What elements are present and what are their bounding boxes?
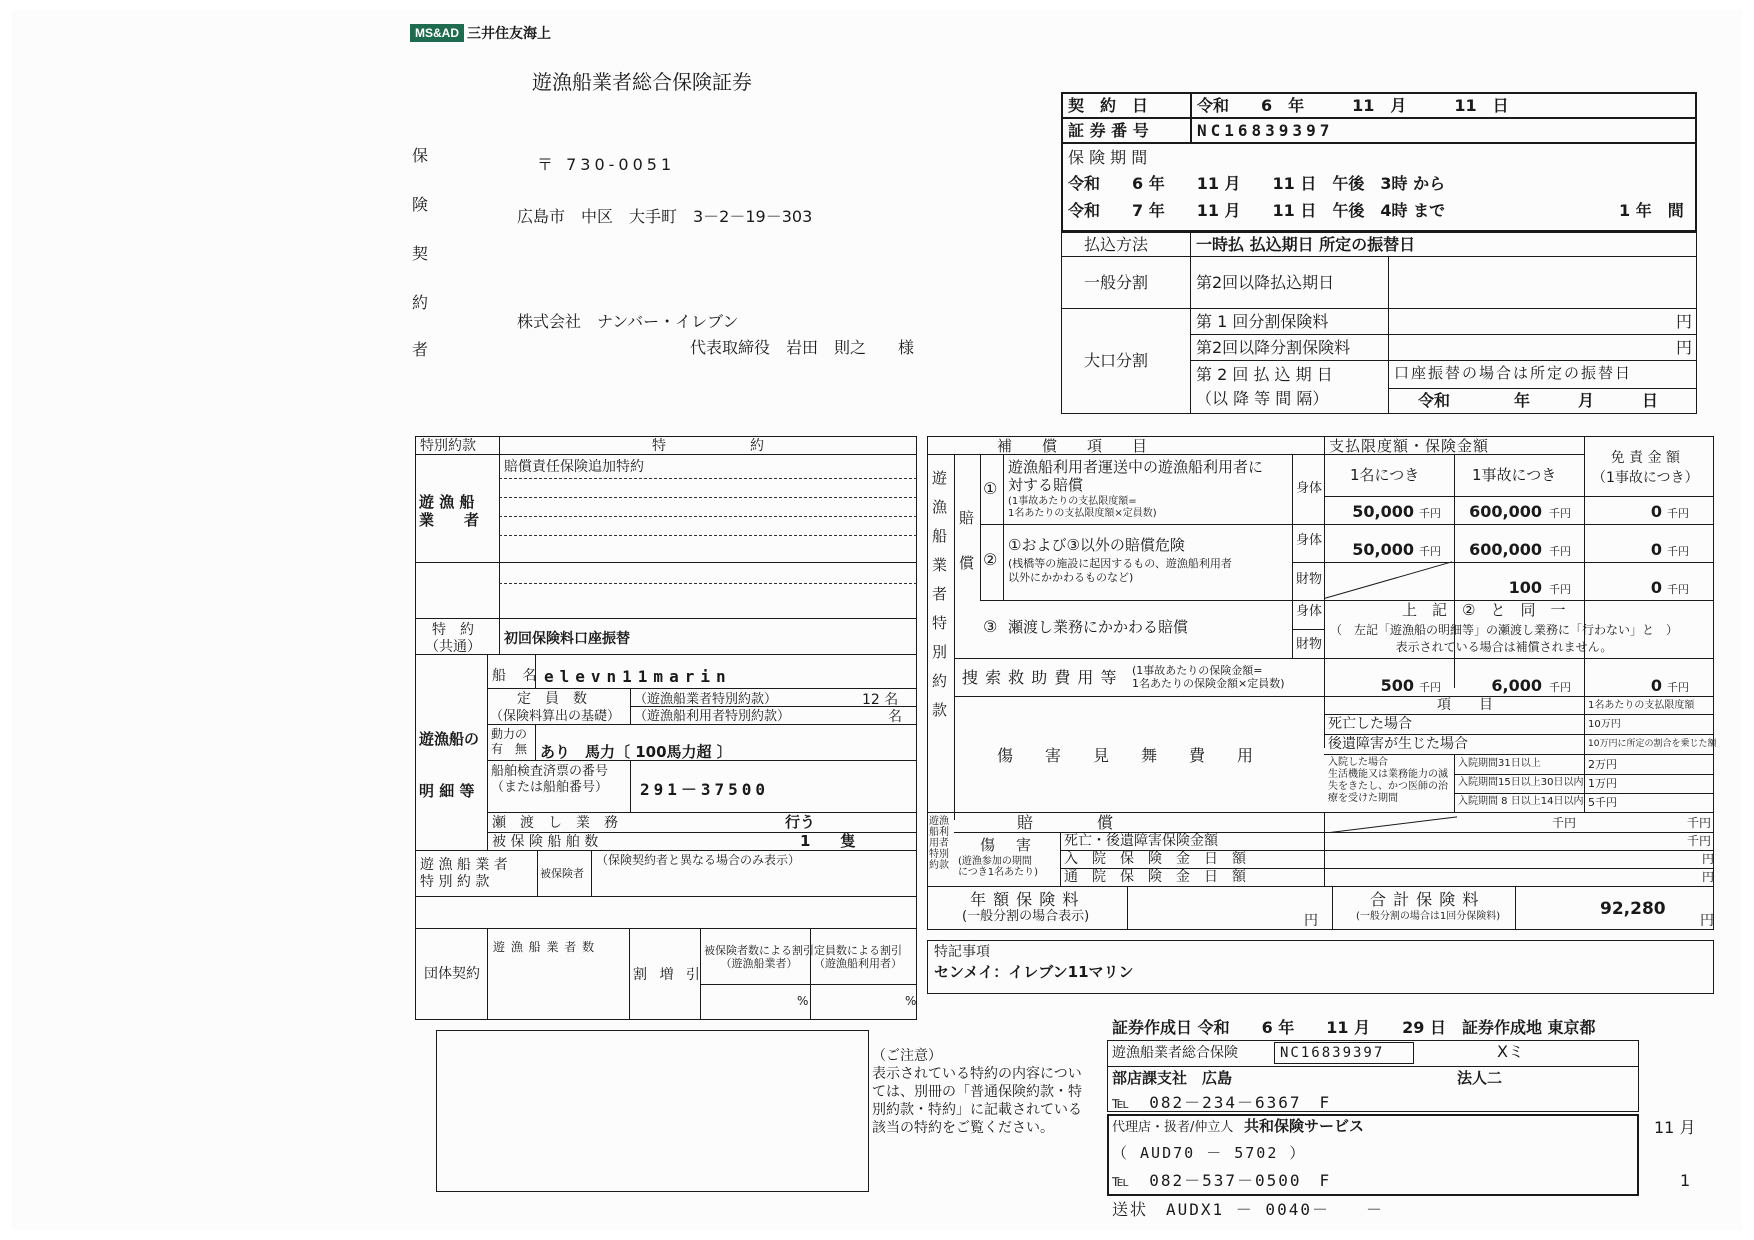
issue-policy-no: NC16839397 <box>1280 1045 1385 1061</box>
item2-title: ①および③以外の賠償危険 <box>1008 536 1185 554</box>
period-length: 1 年 間 <box>1619 201 1684 220</box>
capacity-row-2: （遊漁船利用者特別約款） <box>634 709 791 724</box>
sen-5: 千円 <box>1549 545 1571 558</box>
notes-label: 特記事項 <box>934 944 990 960</box>
item3-note: （ 左記「遊漁船の明細等」の瀬渡し業務に「行わない」と ） 表示されている場合は補償されません。 <box>1330 623 1679 654</box>
issue-one: 1 <box>1680 1171 1691 1190</box>
operators-count-label: 遊 漁 船 業 者 数 <box>493 940 596 954</box>
operator-label: 遊 漁 船 業 者 <box>419 493 480 529</box>
pay-method-value: 一時払 払込期日 所定の振替日 <box>1196 235 1416 254</box>
holder-representative: 代表取締役 岩田 則之 様 <box>690 338 915 357</box>
issue-tel-1: ℡ 082－234－6367 F <box>1112 1093 1332 1112</box>
hosp-row-1: 入院期間31日以上 <box>1458 758 1541 769</box>
annual-premium-label: 年 額 保 険 料 <box>970 890 1080 909</box>
operator-special-label: 遊 漁 船 業 者 特 別 約 款 <box>420 857 508 890</box>
discount-by-capacity: 定員数による割引 （遊漁船利用者） <box>814 944 902 970</box>
holder-company: 株式会社 ナンバー・イレブン <box>517 312 739 331</box>
stamp-area <box>436 1030 869 1192</box>
insured-vessels-label: 被 保 険 船 舶 数 <box>492 834 599 850</box>
company-name: 三井住友海上 <box>467 26 551 42</box>
total-premium-note: (一般分割の場合は1回分保険料) <box>1356 911 1501 922</box>
item2-per-person: 50,000 <box>1352 540 1414 559</box>
per-accident-header: 1事故につき <box>1472 466 1557 484</box>
issue-tel-2: ℡ 082－537－0500 F <box>1112 1171 1332 1190</box>
vessel-name: elevn11marin <box>544 667 732 686</box>
yen-1: 円 <box>1676 312 1693 331</box>
bank-note: 口座振替の場合は所定の振替日 <box>1394 364 1633 382</box>
item1-deductible: 0 <box>1650 502 1662 521</box>
pay-method-label: 払込方法 <box>1084 235 1149 254</box>
item2-body-label: 身体 <box>1296 533 1323 548</box>
injury-label: 傷 害 <box>980 836 1035 854</box>
agent-name: 共和保険サービス <box>1244 1117 1365 1135</box>
large-first-premium: 第 1 回分割保険料 <box>1196 312 1329 331</box>
contract-date-label: 契 約 日 <box>1068 96 1149 115</box>
inspection-value: 291－37500 <box>640 780 770 799</box>
search-deductible: 0 <box>1650 676 1662 695</box>
policy-document <box>12 10 1742 1230</box>
capacity-row-1: （遊漁船業者特別約款） <box>634 692 778 707</box>
user-sen-2: 千円 <box>1687 816 1712 830</box>
mimai-row-death-value: 10万円 <box>1588 719 1621 730</box>
user-yen-2: 円 <box>1702 870 1715 884</box>
hosp-row-3-value: 5千円 <box>1588 796 1617 809</box>
coverage-header-deductible: 免 責 金 額 （1事故につき） <box>1592 450 1699 486</box>
user-yen-1: 円 <box>1702 852 1715 866</box>
issue-created: 証券作成日 令和 6 年 11 月 29 日 証券作成地 東京都 <box>1112 1018 1596 1037</box>
per-person-header: 1名につき <box>1350 466 1420 484</box>
user-sen-3: 千円 <box>1687 834 1712 848</box>
sen-11: 千円 <box>1667 681 1689 694</box>
search-per-accident: 6,000 <box>1491 676 1542 695</box>
item3-property-label: 財物 <box>1296 637 1323 652</box>
item2-property-accident: 100 <box>1508 578 1542 597</box>
notes-value: センメイ：イレブン11マリン <box>934 963 1134 981</box>
item1-number: ① <box>983 479 998 498</box>
user-liability-label: 賠 償 <box>1017 813 1114 832</box>
sen-7: 千円 <box>1549 583 1571 596</box>
death-amount-label: 死亡・後遺障害保険金額 <box>1064 833 1218 849</box>
item3-title: 瀬渡し業務にかかわる賠償 <box>1008 618 1189 636</box>
mimai-col-item: 項 目 <box>1437 697 1493 713</box>
user-sen-1: 千円 <box>1552 816 1577 830</box>
common-label: 特 約 （共通） <box>425 622 481 655</box>
yen-2: 円 <box>1676 338 1693 357</box>
agent-code: （ AUD70 － 5702 ） <box>1112 1144 1307 1162</box>
mimai-row-disability: 後遺障害が生じた場合 <box>1328 736 1468 752</box>
special-header-a: 特別約款 <box>420 438 476 454</box>
period-from: 令和 6 年 11 月 11 日 午後 3時 から <box>1068 174 1446 193</box>
sen-8: 千円 <box>1667 583 1689 596</box>
policy-number-label: 証 券 番 号 <box>1068 121 1149 140</box>
item1-note: (1事故あたりの支払限度額= 1名あたりの支払限度額×定員数) <box>1008 496 1157 519</box>
user-side-label: 遊漁船利用者特別約款 <box>929 816 949 871</box>
general-installment-label: 一般分割 <box>1084 273 1149 292</box>
discount-label: 割 増 引 <box>633 967 704 983</box>
injury-note: (遊漁参加の期間 につき1名あたり) <box>958 856 1039 878</box>
large-installment-label: 大口分割 <box>1084 351 1149 370</box>
mimai-title: 傷 害 見 舞 費 用 <box>997 746 1254 765</box>
capacity-sub: （保険料算出の基礎） <box>490 709 621 724</box>
operator-side-label: 遊漁船業者特別約款 <box>930 470 948 731</box>
item2-number: ② <box>983 550 998 569</box>
period-label: 保 険 期 間 <box>1068 148 1148 167</box>
power-value: あり 馬力〔 100馬力超 〕 <box>540 743 732 761</box>
special-header-b: 特 約 <box>652 438 764 454</box>
discount-by-insured: 被保険者数による割引 （遊漁船業者） <box>704 944 814 970</box>
large-due-1: 第 2 回 払 込 期 日 <box>1196 365 1333 384</box>
mimai-row-death: 死亡した場合 <box>1328 716 1412 732</box>
hosp-label: 入院した場合 生活機能又は業務能力の滅 失をきたし、かつ医師の治 療を受けた期間 <box>1328 757 1448 804</box>
postal-code: 〒 730-0051 <box>537 155 676 174</box>
group-label: 団体契約 <box>424 966 480 982</box>
liability-side-label: 賠償 <box>957 510 975 600</box>
msad-logo: MS&AD <box>410 24 464 42</box>
insured-note: （保険契約者と異なる場合のみ表示） <box>596 853 801 867</box>
item1-body-label: 身体 <box>1296 481 1323 496</box>
mimai-col-limit: 1名あたりの支払限度額 <box>1588 700 1695 711</box>
item3-body-label: 身体 <box>1296 604 1323 619</box>
capacity-row-1-value: 12 名 <box>862 692 899 708</box>
item2-property-deductible: 0 <box>1650 578 1662 597</box>
page-title: 遊漁船業者総合保険証券 <box>532 70 752 94</box>
item2-property-label: 財物 <box>1296 572 1323 587</box>
large-due-2: （以 降 等 間 隔） <box>1196 389 1329 408</box>
issue-month: 11 月 <box>1654 1118 1696 1137</box>
caution-text: （ご注意） 表示されている特約の内容につい ては、別冊の「普通保険約款・特 別約款・特約」に記載されている 該当の特約をご覧ください。 <box>872 1048 1082 1136</box>
issue-code: Xミ <box>1497 1042 1524 1061</box>
rider-1: 賠償責任保険追加特約 <box>504 459 644 475</box>
hosp-row-2: 入院期間15日以上30日以内 <box>1458 777 1584 788</box>
outpatient-amount-label: 通 院 保 険 金 日 額 <box>1064 869 1246 885</box>
item3-number: ③ <box>983 617 998 636</box>
annual-premium-note: (一般分割の場合表示) <box>962 909 1090 924</box>
annual-yen: 円 <box>1304 913 1318 929</box>
search-note: (1事故あたりの保険金額= 1名あたりの保険金額×定員数) <box>1132 664 1285 690</box>
sen-2: 千円 <box>1549 507 1571 520</box>
policy-number: NC16839397 <box>1197 121 1334 140</box>
ferry-value: 行う <box>785 813 816 831</box>
send-slip: 送状 AUDX1 － 0040－ － <box>1112 1200 1384 1219</box>
agent-label: 代理店・扱者/仲立人 <box>1112 1120 1234 1135</box>
address: 広島市 中区 大手町 3－2－19－303 <box>517 207 813 226</box>
policyholder-label-1: 保 <box>412 146 429 165</box>
payment-box <box>1061 232 1697 414</box>
contract-date: 令和 6 年 11 月 11 日 <box>1197 96 1509 115</box>
pct-2: % <box>905 994 917 1008</box>
vessel-section-label: 遊漁船の 明 細 等 <box>419 730 480 800</box>
vessel-name-label: 船 名 <box>492 668 543 684</box>
issue-branch: 部店課支社 広島 <box>1112 1069 1233 1087</box>
coverage-header-limit: 支払限度額・保険金額 <box>1329 437 1490 455</box>
policyholder-label-3: 契 <box>412 244 429 263</box>
sen-4: 千円 <box>1419 545 1441 558</box>
coverage-header-item: 補 償 項 目 <box>997 437 1148 455</box>
common-value: 初回保険料口座振替 <box>504 631 630 647</box>
item2-note: (桟橋等の施設に起因するもの、遊漁船利用者 以外にかかわるものなど) <box>1008 557 1232 584</box>
inspection-label: 船舶検査済票の番号 （または船舶番号） <box>491 764 609 795</box>
hosp-row-2-value: 1万円 <box>1588 777 1617 790</box>
reiwa-blank-date: 令和 年 月 日 <box>1418 391 1659 410</box>
search-per-person: 500 <box>1380 676 1414 695</box>
capacity-row-2-value: 名 <box>888 709 902 725</box>
hosp-row-3: 入院期間 8 日以上14日以内 <box>1458 796 1584 807</box>
ferry-label: 瀬 渡 し 業 務 <box>492 815 618 831</box>
mimai-row-disability-value: 10万円に所定の割合を乗じた額 <box>1588 739 1717 749</box>
item1-per-accident: 600,000 <box>1469 502 1542 521</box>
period-to: 令和 7 年 11 月 11 日 午後 4時 まで <box>1068 201 1446 220</box>
total-premium-label: 合 計 保 険 料 <box>1370 890 1480 909</box>
sen-6: 千円 <box>1667 545 1689 558</box>
item1-title: 遊漁船利用者運送中の遊漁船利用者に 対する賠償 <box>1008 458 1264 494</box>
issue-section: 法人二 <box>1457 1069 1503 1087</box>
sen-9: 千円 <box>1419 681 1441 694</box>
hosp-row-1-value: 2万円 <box>1588 758 1617 771</box>
insured-vessels-value: 1 隻 <box>800 832 856 850</box>
policyholder-label-4: 約 <box>412 293 429 312</box>
search-title: 捜 索 救 助 費 用 等 <box>962 668 1118 687</box>
total-premium-value: 92,280 <box>1600 899 1666 919</box>
item2-deductible: 0 <box>1650 540 1662 559</box>
sen-1: 千円 <box>1419 507 1441 520</box>
item2-per-accident: 600,000 <box>1469 540 1542 559</box>
issue-product: 遊漁船業者総合保険 <box>1112 1045 1238 1061</box>
large-later-premium: 第2回以降分割保険料 <box>1196 338 1351 357</box>
sen-3: 千円 <box>1667 507 1689 520</box>
pct-1: % <box>797 994 809 1008</box>
sen-10: 千円 <box>1549 681 1571 694</box>
policyholder-label-5: 者 <box>412 340 429 359</box>
hosp-amount-label: 入 院 保 険 金 日 額 <box>1064 851 1246 867</box>
insured-person-label: 被保険者 <box>540 867 584 880</box>
item1-per-person: 50,000 <box>1352 502 1414 521</box>
capacity-label: 定 員 数 <box>517 691 587 707</box>
general-second-due: 第2回以降払込期日 <box>1196 273 1335 292</box>
power-label: 動力の 有 無 <box>491 727 528 756</box>
total-yen: 円 <box>1700 913 1714 929</box>
item3-same: 上 記 ② と 同 一 <box>1402 601 1566 619</box>
policyholder-label-2: 険 <box>412 195 429 214</box>
